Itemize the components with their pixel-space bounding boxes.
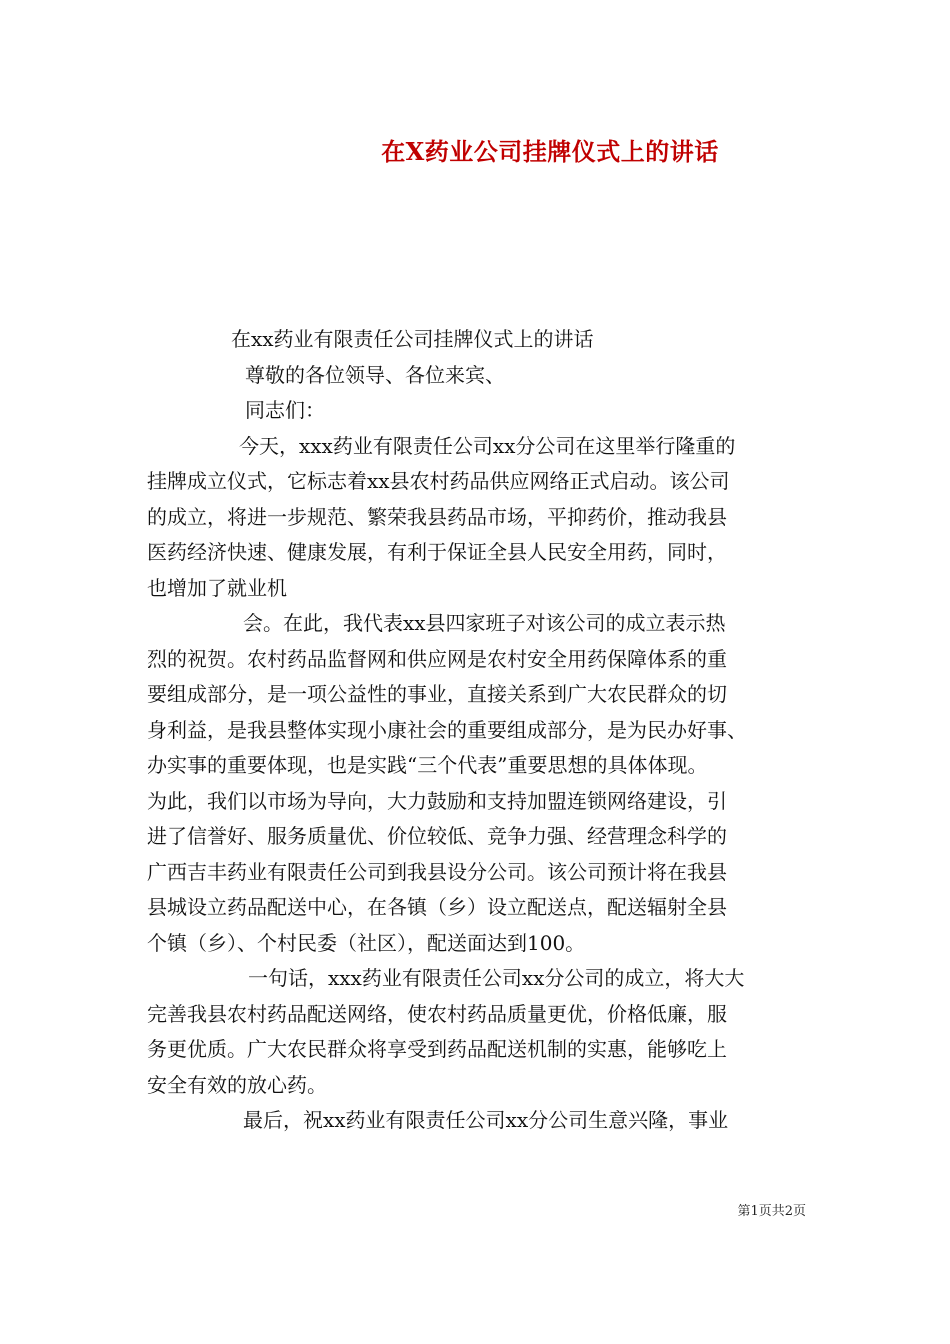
paragraph-line: 一句话，xxx药业有限责任公司xx分公司的成立，将大大: [248, 966, 745, 990]
paragraph-line: 个镇（乡）、个村民委（社区），配送面达到100。: [147, 930, 586, 955]
paragraph-line: 的成立，将进一步规范、繁荣我县药品市场，平抑药价，推动我县: [147, 504, 727, 529]
page-number: 第1页共2页: [737, 1204, 806, 1219]
speech-subtitle: 在xx药业有限责任公司挂牌仪式上的讲话: [231, 327, 594, 351]
paragraph: [147, 429, 807, 607]
document-title: 在X药业公司挂牌仪式上的讲话: [381, 137, 719, 166]
paragraph-line: 县城设立药品配送中心，在各镇（乡）设立配送点，配送辐射全县: [147, 895, 727, 919]
salutation-line: 尊敬的各位领导、各位来宾、: [245, 362, 505, 387]
paragraph-line: 也增加了就业机: [147, 575, 287, 600]
paragraph-line: 身利益，是我县整体实现小康社会的重要组成部分，是为民办好事、: [147, 717, 747, 742]
paragraph-line: 最后，祝xx药业有限责任公司xx分公司生意兴隆，事业: [243, 1108, 729, 1132]
paragraph: [147, 606, 807, 961]
paragraph-line: 广西吉丰药业有限责任公司到我县设分公司。该公司预计将在我县: [147, 859, 727, 884]
paragraph: [147, 961, 807, 1103]
paragraph-line: 要组成部分，是一项公益性的事业，直接关系到广大农民群众的切: [147, 682, 727, 706]
paragraph-line: 烈的祝贺。农村药品监督网和供应网是农村安全用药保障体系的重: [147, 646, 727, 671]
paragraph-line: 办实事的重要体现，也是实践“三个代表”重要思想的具体体现。: [147, 753, 708, 777]
paragraph-line: 进了信誉好、服务质量优、价位较低、竞争力强、经营理念科学的: [147, 824, 727, 848]
paragraph-line: 医药经济快速、健康发展，有利于保证全县人民安全用药，同时，: [147, 540, 727, 564]
paragraph-line: 安全有效的放心药。: [147, 1072, 327, 1097]
paragraph-line: 今天，xxx药业有限责任公司xx分公司在这里举行隆重的: [239, 433, 736, 458]
paragraph-line: 完善我县农村药品配送网络，使农村药品质量更优，价格低廉，服: [147, 1001, 727, 1026]
document-body: [147, 322, 807, 1139]
salutation-line: 同志们：: [245, 398, 325, 422]
paragraph-line: 为此，我们以市场为导向，大力鼓励和支持加盟连锁网络建设，引: [147, 788, 727, 813]
paragraph-line: 挂牌成立仪式，它标志着xx县农村药品供应网络正式启动。该公司: [147, 469, 730, 493]
paragraph-line: 务更优质。广大农民群众将享受到药品配送机制的实惠，能够吃上: [147, 1037, 727, 1061]
paragraph: [147, 1103, 807, 1139]
paragraph-line: 会。在此，我代表xx县四家班子对该公司的成立表示热: [243, 611, 726, 635]
